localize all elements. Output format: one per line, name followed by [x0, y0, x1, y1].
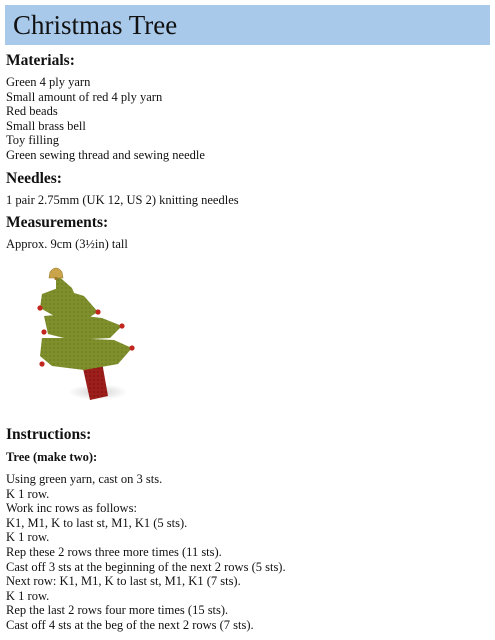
list-item: Toy filling: [6, 133, 59, 148]
instruction-step: K 1 row.: [6, 588, 50, 603]
instruction-step: Rep the last 2 rows four more times (15 sts).: [6, 603, 229, 618]
list-item: Green 4 ply yarn: [6, 75, 91, 89]
list-item: Approx. 9cm (3½in) tall: [6, 237, 128, 252]
instruction-step: Next row: K1, M1, K to last st, M1, K1 (7 sts).: [6, 574, 241, 589]
title-bar: [5, 5, 490, 45]
list-item: Small amount of red 4 ply yarn: [6, 89, 163, 104]
instruction-step: Rep these 2 rows three more times (11 sts).: [6, 544, 222, 559]
instructions-section: [6, 425, 486, 633]
page-title: Christmas Tree: [13, 10, 178, 40]
instruction-step: K1, M1, K to last st, M1, K1 (5 sts).: [6, 515, 188, 530]
instruction-step: Using green yarn, cast on 3 sts.: [6, 472, 163, 486]
measurements-list: [6, 237, 486, 252]
list-item: 1 pair 2.75mm (UK 12, US 2) knitting needles: [6, 192, 239, 207]
instruction-step: K 1 row.: [6, 530, 50, 545]
tree-subheading: Tree (make two):: [6, 450, 98, 464]
instructions-list: [6, 472, 486, 633]
content: [6, 51, 486, 252]
needles-list: [6, 193, 486, 208]
list-item: Green sewing thread and sewing needle: [6, 147, 205, 162]
materials-heading: Materials:: [6, 52, 75, 69]
measurements-heading: Measurements:: [6, 214, 109, 232]
instruction-step: Cast off 4 sts at the beg of the next 2 rows (7 sts).: [6, 617, 254, 632]
knitted-christmas-tree-image: [28, 266, 140, 408]
materials-list: [6, 75, 486, 163]
list-item: Small brass bell: [6, 118, 86, 133]
needles-heading: Needles:: [6, 169, 62, 187]
instruction-step: Work inc rows as follows:: [6, 501, 137, 516]
list-item: Red beads: [6, 104, 58, 119]
instructions-heading: Instructions:: [6, 426, 92, 443]
instruction-step: K 1 row.: [6, 486, 50, 501]
instruction-step: Cast off 3 sts at the beginning of the next 2 rows (5 sts).: [6, 559, 286, 574]
